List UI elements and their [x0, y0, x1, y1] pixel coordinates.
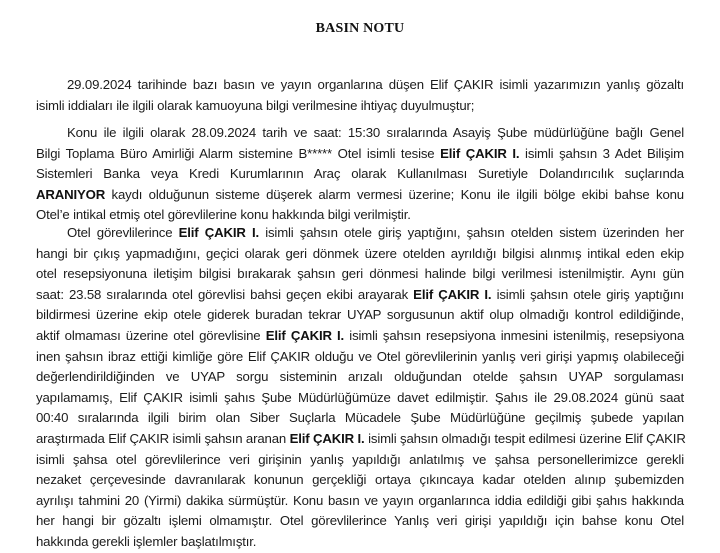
text-line	[36, 388, 684, 409]
text-segment: isimli şahsın resepsiyona inmesini istenilmiş, resepsiyona	[344, 327, 685, 343]
text-segment: nezaket çerçevesinde davranılarak konunun gerçekliği ortaya çıkıncaya kadar otelden alınıp şubemizden	[36, 472, 684, 488]
text-line	[36, 75, 684, 96]
text-segment: bildirmesi üzerine ekip otele giderek buradan tekrar UYAP sorgusunun aktif olup olmadığı kontrol edildiğinde,	[36, 307, 684, 323]
text-line	[36, 367, 684, 388]
paragraph-alarm	[36, 123, 684, 226]
text-line	[36, 244, 684, 265]
text-line	[36, 347, 684, 368]
paragraph-intro	[36, 75, 684, 116]
text-segment: Konu ile ilgili olarak 28.09.2024 tarih ve saat: 15:30 sıralarında Asayiş Şube müdürlüğüne bağlı Genel	[67, 125, 684, 140]
text-segment: yapılamamış, Elif ÇAKIR isimli şahıs Şube Müdürlüğümüze davet edilmiştir. Şahıs ile 29.08.2024 günü saat	[36, 389, 684, 405]
text-line	[36, 305, 684, 326]
text-line	[36, 470, 684, 491]
text-line	[36, 185, 684, 206]
text-segment: 00:40 sıralarında ilgili birim olan Siber Suçlarla Mücadele Şube Müdürlüğüne geçilmiş şubede yapılan	[36, 410, 684, 426]
text-segment: isimli şahsa otel görevlilerince veri girişinin yanlış yapıldığı anlatılmış ve şahsa personellerimizce gerekli	[36, 451, 684, 467]
text-segment: değerlendirildiğinden ve UYAP sorgu sisteminin arızalı olduğundan otelde şahsın UYAP sorgulaması	[36, 369, 684, 385]
text-segment: Sistemleri Banka veya Kredi Kurumlarının Araç olarak Kullanılması Suretiyle Dolandırıcılık suçlarında	[36, 166, 684, 182]
bold-text: Elif ÇAKIR I.	[178, 225, 259, 240]
text-segment: her hangi bir gözaltı işlemi olmamıştır. Otel görevlilerince Yanlış veri girişi yapıldığı için bahse konu Otel	[36, 513, 684, 529]
text-line	[36, 223, 684, 244]
text-segment: saat: 23.58 sıralarında otel görevlisi bahsi geçen ekibi arayarak	[36, 286, 414, 302]
text-segment: hakkında gerekli işlemler başlatılmıştır.	[36, 533, 257, 549]
text-segment: isimli şahsın otele giriş yaptığını, şahsın otelden sistem üzerinden her	[258, 225, 684, 240]
paragraph-details	[36, 223, 684, 553]
text-line	[36, 123, 684, 144]
bold-text: Elif ÇAKIR I.	[413, 286, 492, 302]
text-segment: kaydı olduğunun sisteme düşerek alarm vermesi üzerine; Konu ile ilgili bölge ekibi bahse konu	[105, 186, 684, 202]
bold-text: Elif ÇAKIR I.	[289, 430, 365, 446]
text-line	[36, 285, 684, 306]
text-line	[36, 408, 684, 429]
text-segment: 29.09.2024 tarihinde bazı basın ve yayın organlarına düşen Elif ÇAKIR isimli yazarımızın yanlış gözaltı	[67, 77, 684, 92]
text-segment: isimli şahsın 3 Adet Bilişim	[519, 145, 684, 161]
text-line	[36, 164, 684, 185]
text-line	[36, 326, 684, 347]
text-segment: ayrılışı tahmini 20 (Yirmi) dakika sürmüştür. Konu basın ve yayın organlarınca iddia edildiği gibi şahıs hakkında	[36, 492, 684, 508]
text-line	[36, 532, 684, 553]
text-segment: isimli iddiaları ile ilgili olarak kamuoyuna bilgi verilmesine ihtiyaç duyulmuştur;	[36, 97, 475, 113]
text-line	[36, 450, 684, 471]
text-line	[36, 96, 684, 117]
text-line	[36, 491, 684, 512]
text-line	[36, 429, 684, 450]
text-segment: isimli şahsın otele giriş yaptığını	[491, 286, 685, 302]
text-segment: araştırmada Elif ÇAKIR isimli şahsın aranan	[36, 430, 290, 446]
bold-text: ARANIYOR	[36, 186, 106, 202]
text-line	[36, 144, 684, 165]
text-segment: Bilgi Toplama Büro Amirliği Alarm sistemine B***** Otel isimli tesise	[36, 145, 441, 161]
bold-text: Elif ÇAKIR I.	[265, 327, 345, 343]
text-segment: aktif olmaması üzerine otel görevlisine	[36, 327, 266, 343]
document-title: BASIN NOTU	[315, 21, 405, 36]
text-segment: hangi bir çıkış yapmadığını, geçici olarak geri dönmek üzere otelden ayrıldığı bilgisi alınmış intikal eden ekip	[36, 245, 684, 261]
text-segment: isimli şahsın olmadığı tespit edilmesi üzerine Elif ÇAKIR	[364, 430, 686, 446]
text-segment: inen şahsın ibraz ettiği kimliğe göre Elif ÇAKIR olduğu ve Otel görevlilerinin yanlış veri girişi yapmış olabileceği	[36, 348, 684, 364]
bold-text: Elif ÇAKIR I.	[440, 145, 520, 161]
text-segment: otel resepsiyonuna iletişim bilgisi bırakarak şahsın geri dönmesi halinde bilgi verilmesi istenilmiştir. Aynı gün	[36, 266, 684, 282]
text-segment: Otel’e intikal etmiş otel görevlilerine konu hakkında bilgi verilmiştir.	[36, 207, 411, 223]
text-segment: Otel görevlilerince	[67, 225, 179, 240]
text-line	[36, 511, 684, 532]
text-line	[36, 264, 684, 285]
